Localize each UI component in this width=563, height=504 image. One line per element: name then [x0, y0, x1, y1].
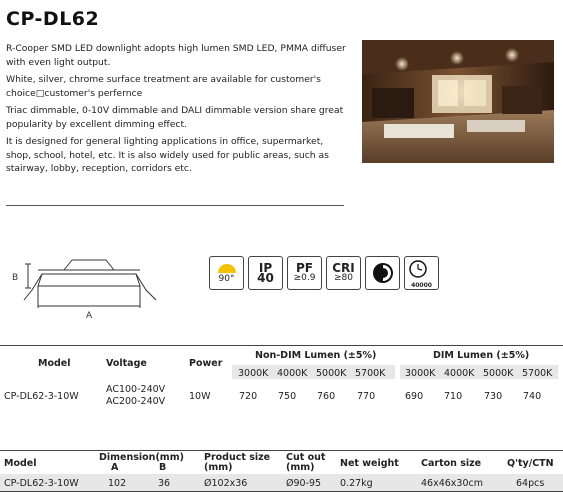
product-description [6, 42, 351, 180]
cct-value: 4000K [277, 368, 308, 379]
description-paragraph: White, silver, chrome surface treatment are available for customer's choice□customer's perfernce [6, 74, 321, 99]
spec-header-carton-size: Carton size [421, 458, 482, 469]
application-photo [362, 40, 554, 163]
dimension-a-label: A [86, 311, 93, 321]
nondim-lumen-value: 770 [357, 391, 376, 402]
power-factor-label: PF [296, 261, 313, 275]
power-factor-value: ≥0.9 [293, 273, 316, 283]
table-top-border [0, 345, 563, 346]
spec-row-dim-a: 102 [108, 478, 127, 489]
spec-header-net-weight: Net weight [340, 458, 399, 469]
spec-row-dim-b: 36 [158, 478, 171, 489]
clock-icon [408, 258, 436, 282]
spec-header-dimension: Dimension(mm) [99, 452, 184, 463]
beam-angle-value: 90° [218, 274, 235, 284]
lifetime-value: 40000 [411, 281, 432, 289]
cct-value: 5700K [522, 368, 553, 379]
row-model: CP-DL62-3-10W [4, 391, 79, 402]
beam-angle-icon [209, 256, 244, 290]
ip-rating-icon [248, 256, 283, 290]
header-nondim-lumen: Non-DIM Lumen (±5%) [255, 350, 377, 361]
row-voltage: AC100-240V [106, 384, 166, 395]
spec-row-carton-size: 46x46x30cm [421, 478, 483, 489]
nondim-lumen-value: 750 [278, 391, 297, 402]
cct-value: 5700K [355, 368, 386, 379]
spec-header-cutout: Cut out [286, 452, 326, 463]
product-title: CP-DL62 [6, 8, 100, 30]
header-dim-lumen: DIM Lumen (±5%) [433, 350, 530, 361]
spec-header-model: Model [4, 458, 37, 469]
dimension-b-label: B [12, 273, 19, 283]
header-voltage: Voltage [106, 358, 147, 369]
spec-row-product-size: Ø102x36 [204, 478, 248, 489]
spec-header-product-size-unit: (mm) [204, 462, 233, 473]
dimmable-icon [365, 256, 400, 290]
cct-value: 5000K [483, 368, 514, 379]
nondim-lumen-value: 720 [239, 391, 258, 402]
nondim-lumen-value: 760 [317, 391, 336, 402]
spec-row-cutout: Ø90-95 [286, 478, 322, 489]
dimension-drawing [4, 250, 174, 322]
spec-header-cutout-unit: (mm) [286, 462, 315, 473]
spec-header-dim-a: A [111, 462, 119, 473]
cri-label: CRI [332, 261, 355, 275]
header-power: Power [189, 358, 223, 369]
row-voltage: AC200-240V [106, 396, 166, 407]
dim-lumen-value: 690 [405, 391, 424, 402]
row-power: 10W [189, 391, 211, 402]
cri-value: ≥80 [334, 273, 353, 283]
spec-table-bottom-border [0, 491, 563, 492]
spec-header-qty: Q'ty/CTN [507, 458, 554, 469]
dim-lumen-value: 740 [523, 391, 542, 402]
lifetime-icon [404, 256, 439, 290]
description-paragraph: It is designed for general lighting applications in office, supermarket, shop, school, hotel, etc. It is also widely used for public areas, such as stairway, lobby, reception, corridors etc. [6, 136, 329, 174]
section-divider [6, 205, 344, 206]
cct-value: 5000K [316, 368, 347, 379]
sun-icon [216, 262, 238, 274]
cct-value: 3000K [405, 368, 436, 379]
spec-header-dim-b: B [159, 462, 167, 473]
cct-value: 3000K [238, 368, 269, 379]
power-factor-icon [287, 256, 322, 290]
description-paragraph: Triac dimmable, 0-10V dimmable and DALI dimmable version share great popularity by excellent dimming effect. [6, 105, 344, 130]
spec-row-qty: 64pcs [516, 478, 545, 489]
spec-header-product-size: Product size [204, 452, 271, 463]
interior-scene-image [362, 40, 554, 163]
dimmer-knob-icon [371, 261, 395, 285]
description-paragraph: R-Cooper SMD LED downlight adopts high lumen SMD LED, PMMA diffuser with even light output. [6, 43, 346, 68]
downlight-outline-drawing [4, 250, 174, 322]
spec-table-top-border [0, 450, 563, 451]
dim-lumen-value: 730 [484, 391, 503, 402]
dim-lumen-value: 710 [444, 391, 463, 402]
ip-rating-value: IP 40 [257, 261, 274, 285]
cri-icon [326, 256, 361, 290]
spec-row-model: CP-DL62-3-10W [4, 478, 79, 489]
spec-row-net-weight: 0.27kg [340, 478, 373, 489]
cct-value: 4000K [444, 368, 475, 379]
header-model: Model [38, 358, 71, 369]
